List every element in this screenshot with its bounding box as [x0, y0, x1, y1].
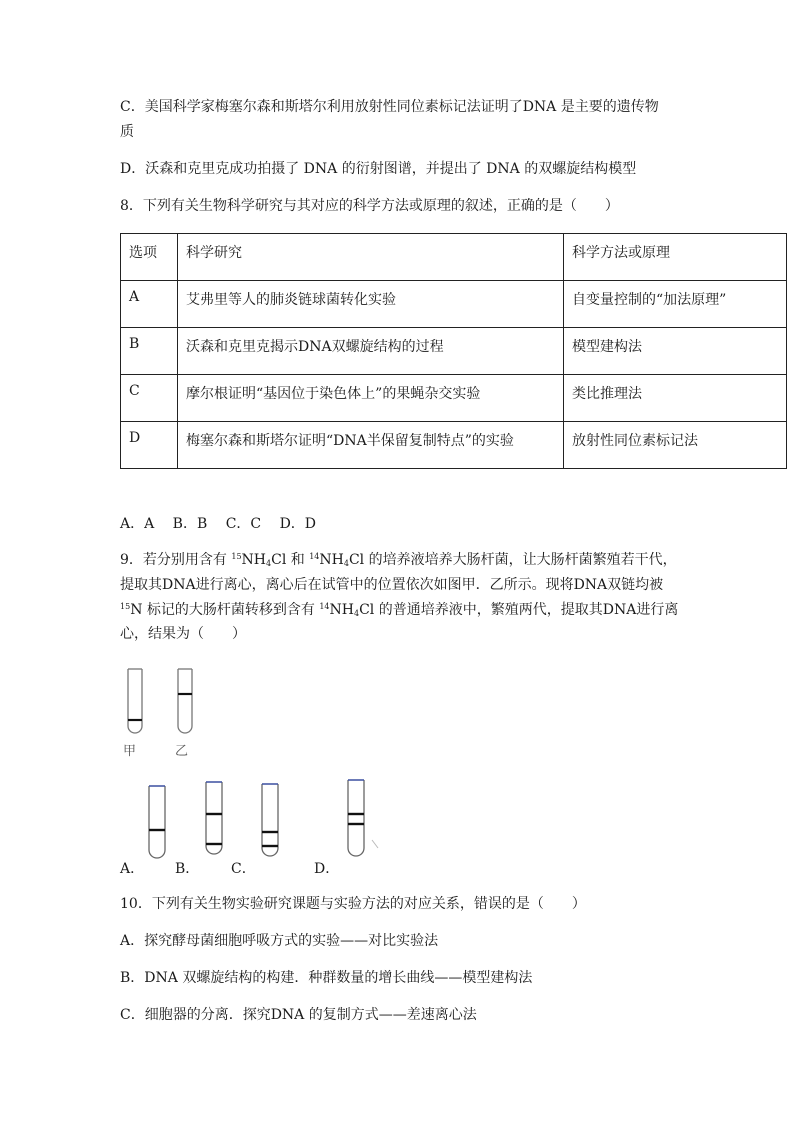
subscript: 4: [354, 609, 360, 618]
option-d-tube: [338, 778, 382, 868]
q9-stem-line2: 提取其DNA进行离心，离心后在试管中的位置依次如图甲．乙所示。现将DNA双链均被: [120, 577, 664, 593]
option-d-label: D．: [314, 861, 340, 877]
q9-stem-line4: 心，结果为（ ）: [120, 626, 246, 642]
q7-option-c-line2: 质: [120, 124, 134, 140]
text-run: NH: [329, 602, 354, 618]
test-tube-jia: [120, 668, 150, 748]
tube-label-yi: 乙: [175, 744, 189, 759]
option-c-tube: [253, 782, 287, 866]
option-c-label: C．: [231, 861, 256, 877]
table-cell: 沃森和克里克揭示DNA双螺旋结构的过程: [178, 328, 564, 375]
option-a-label: A．: [120, 861, 145, 877]
table-cell: A: [121, 281, 178, 328]
q7-option-c-line1: C．美国科学家梅塞尔森和斯塔尔利用放射性同位素标记法证明了DNA 是主要的遗传物: [120, 99, 659, 115]
table-header-cell: 科学方法或原理: [564, 234, 787, 281]
q9-stem-line3: [120, 600, 678, 620]
table-row: [121, 422, 787, 469]
q10-option-b: B．DNA 双螺旋结构的构建．种群数量的增长曲线——模型建构法: [120, 970, 533, 986]
text-run: Cl 的普通培养液中，繁殖两代，提取其DNA进行离: [359, 602, 679, 618]
text-run: Cl 的培养液培养大肠杆菌，让大肠杆菌繁殖若干代，: [348, 552, 677, 568]
tube-label-jia: 甲: [123, 744, 137, 759]
table-header-cell: 科学研究: [178, 234, 564, 281]
isotope-superscript: 14: [309, 552, 320, 561]
table-cell: 自变量控制的“加法原理”: [564, 281, 787, 328]
q10-stem: 10．下列有关生物实验研究课题与实验方法的对应关系，错误的是（ ）: [120, 896, 586, 912]
table-header-cell: 选项: [121, 234, 178, 281]
table-row: [121, 328, 787, 375]
subscript: 4: [343, 559, 349, 568]
q8-options: A．A B．B C．C D．D: [120, 516, 317, 532]
table-cell: 放射性同位素标记法: [564, 422, 787, 469]
q8-table: [120, 233, 787, 469]
option-b-tube: [197, 780, 231, 864]
table-row: [121, 375, 787, 422]
table-cell: C: [121, 375, 178, 422]
table-header-row: [121, 234, 787, 281]
isotope-superscript: 15: [231, 552, 242, 561]
table-cell: 艾弗里等人的肺炎链球菌转化实验: [178, 281, 564, 328]
table-cell: 类比推理法: [564, 375, 787, 422]
text-run: NH: [241, 552, 267, 568]
test-tube-yi: [170, 668, 200, 748]
table-row: [121, 281, 787, 328]
option-b-label: B．: [175, 861, 200, 877]
text-run: NH: [319, 552, 344, 568]
q8-stem: 8．下列有关生物科学研究与其对应的科学方法或原理的叙述，正确的是（ ）: [120, 198, 619, 214]
option-a-tube: [140, 784, 174, 868]
isotope-superscript: 14: [319, 602, 330, 611]
isotope-superscript: 15: [120, 602, 131, 611]
subscript: 4: [266, 559, 272, 568]
table-cell: 梅塞尔森和斯塔尔证明“DNA半保留复制特点”的实验: [178, 422, 564, 469]
q10-option-a: A．探究酵母菌细胞呼吸方式的实验——对比实验法: [120, 933, 439, 949]
text-run: 9．若分别用含有: [120, 552, 232, 568]
table-cell: 摩尔根证明“基因位于染色体上”的果蝇杂交实验: [178, 375, 564, 422]
table-cell: B: [121, 328, 178, 375]
text-run: Cl 和: [271, 552, 310, 568]
table-cell: 模型建构法: [564, 328, 787, 375]
q9-stem-line1: [120, 550, 677, 570]
q10-option-c: C．细胞器的分离．探究DNA 的复制方式——差速离心法: [120, 1007, 477, 1023]
q7-option-d: D．沃森和克里克成功拍摄了 DNA 的衍射图谱，并提出了 DNA 的双螺旋结构模型: [120, 161, 637, 177]
table-cell: D: [121, 422, 178, 469]
text-run: N 标记的大肠杆菌转移到含有: [130, 602, 320, 618]
